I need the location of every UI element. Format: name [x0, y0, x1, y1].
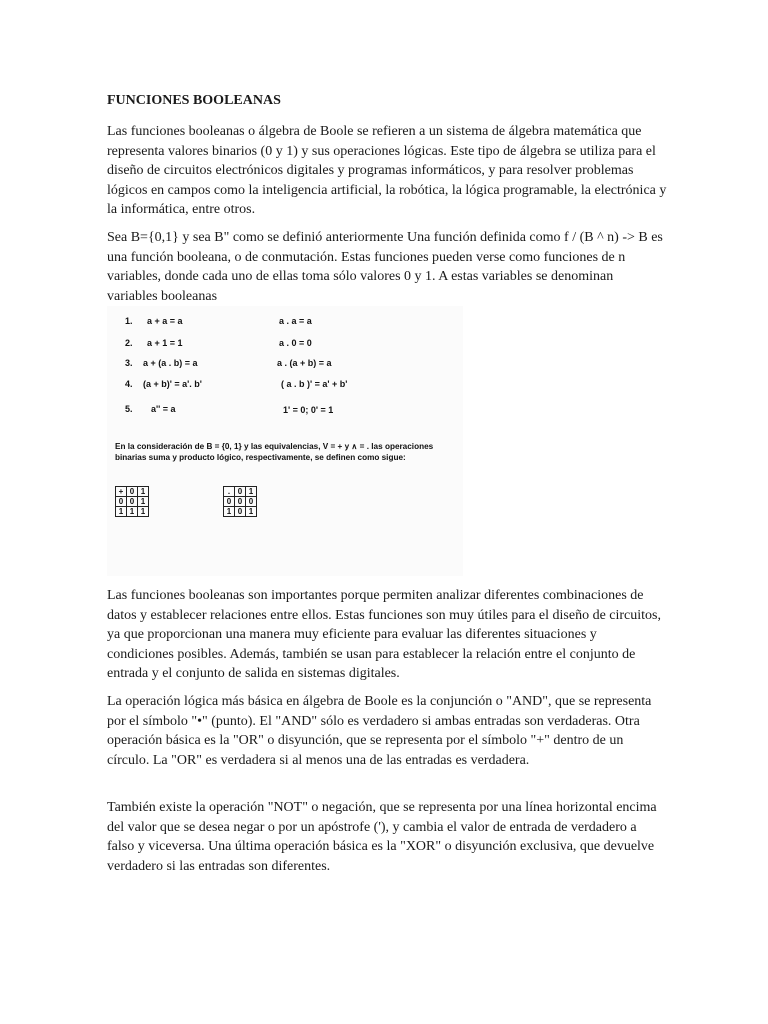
document-title: FUNCIONES BOOLEANAS: [107, 93, 281, 108]
table-cell: 0: [235, 497, 246, 507]
law-number: 1.: [125, 316, 133, 326]
paragraph-not-xor: También existe la operación "NOT" o negación, que se representa por una línea horizontal encima del valor que se desea negar o por un apóstrofe ('), y cambia el valor de entrada de verdadero a falso y viceversa. Una última operación básica es la "XOR" o disyunción exclusiva, que devuelve verdadero si las entradas son diferentes.: [107, 800, 657, 874]
table-cell: 1: [138, 507, 149, 517]
paragraph-importance: Las funciones booleanas son importantes porque permiten analizar diferentes combinaciones de datos y establecer relaciones entre ellos. Estas funciones son muy útiles para el diseño de circuitos, ya que proporcionan una manera muy eficiente para evaluar las diferentes situaciones y condiciones posibles. Además, también se usan para establecer la relación entre el conjunto de entrada y el conjunto de salida en sistemas digitales.: [107, 588, 661, 681]
paragraph-definition: Sea B={0,1} y sea B" como se definió anteriormente Una función definida como f / (B ^ n) -> B es una función booleana, o de conmutación. Estas funciones pueden verse como funciones de n variables, donde cada uno de ellas toma sólo valores 0 y 1. A estas variables se denominan variables booleanas: [107, 230, 663, 304]
law-right-equation: a . 0 = 0: [279, 338, 312, 348]
table-row: [224, 487, 257, 497]
table-cell: 0: [224, 497, 235, 507]
logical-product-table: [223, 486, 257, 517]
table-row: [116, 507, 149, 517]
table-cell: 1: [246, 487, 257, 497]
table-cell: 1: [116, 507, 127, 517]
law-number: 5.: [125, 404, 133, 414]
table-cell: .: [224, 487, 235, 497]
figure-caption: En la consideración de B = {0, 1} y las equivalencias, V = + y ∧ = . las operaciones binarias suma y producto lógico, respectivamente, se definen como sigue:: [115, 442, 434, 462]
law-right-equation: a . a = a: [279, 316, 312, 326]
law-right-equation: 1' = 0; 0' = 1: [283, 405, 334, 415]
law-left-equation: a + (a . b) = a: [143, 358, 198, 368]
law-left-equation: a'' = a: [151, 404, 176, 414]
law-left-equation: a + 1 = 1: [147, 338, 183, 348]
table-row: [116, 487, 149, 497]
table-cell: 1: [138, 497, 149, 507]
table-cell: 1: [224, 507, 235, 517]
table-row: [116, 497, 149, 507]
boolean-laws-figure: [107, 306, 463, 576]
table-cell: 1: [138, 487, 149, 497]
table-cell: 1: [246, 507, 257, 517]
table-cell: 0: [116, 497, 127, 507]
law-left-equation: (a + b)' = a'. b': [143, 379, 202, 389]
law-right-equation: a . (a + b) = a: [277, 358, 332, 368]
paragraph-intro: Las funciones booleanas o álgebra de Boole se refieren a un sistema de álgebra matemática que representa valores binarios (0 y 1) y sus operaciones lógicas. Este tipo de álgebra se utiliza para el diseño de circuitos electrónicos digitales y programas informáticos, y para resolver problemas lógicos en campos como la inteligencia artificial, la robótica, la lógica programable, la electrónica y la informática, entre otros.: [107, 124, 667, 217]
table-cell: +: [116, 487, 127, 497]
logical-sum-table: [115, 486, 149, 517]
table-row: [224, 497, 257, 507]
table-cell: 1: [127, 507, 138, 517]
law-left-equation: a + a = a: [147, 316, 183, 326]
table-cell: 0: [127, 497, 138, 507]
table-row: [224, 507, 257, 517]
law-number: 4.: [125, 379, 133, 389]
law-number: 2.: [125, 338, 133, 348]
law-right-equation: ( a . b )' = a' + b': [281, 379, 348, 389]
table-cell: 0: [246, 497, 257, 507]
paragraph-and-or: La operación lógica más básica en álgebra de Boole es la conjunción o "AND", que se representa por el símbolo "•" (punto). El "AND" sólo es verdadero si ambas entradas son verdaderas. Otra operación básica es la "OR" o disyunción, que se representa por el símbolo "+" dentro de un círculo. La "OR" es verdadera si al menos una de las entradas es verdadera.: [107, 694, 652, 768]
table-cell: 0: [127, 487, 138, 497]
table-cell: 0: [235, 487, 246, 497]
law-number: 3.: [125, 358, 133, 368]
table-cell: 0: [235, 507, 246, 517]
